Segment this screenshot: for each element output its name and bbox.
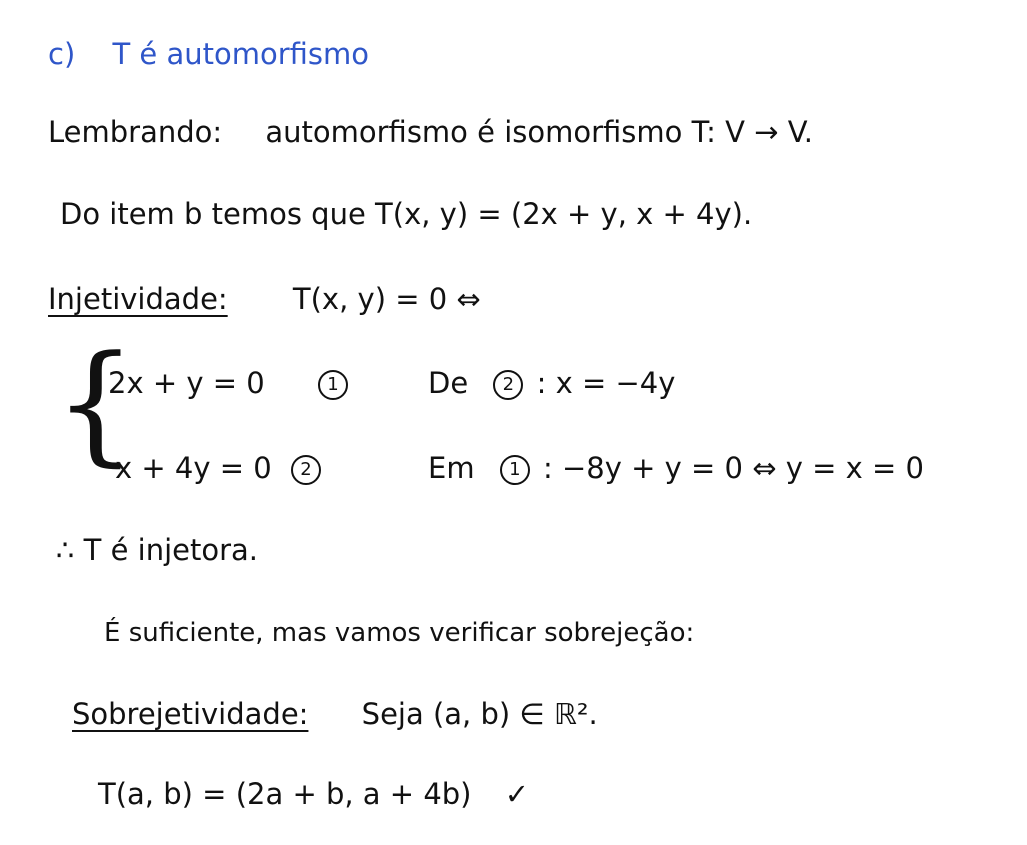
eq2-text: x + 4y = 0 xyxy=(115,451,272,485)
final-line xyxy=(98,777,530,811)
remark-text: É suficiente, mas vamos verificar sobrejeção: xyxy=(104,618,695,648)
surjectivity-text: Seja (a, b) ∈ ℝ². xyxy=(361,697,598,731)
reminder-label: Lembrando: xyxy=(48,115,223,149)
surjectivity-label: Sobrejetividade: xyxy=(72,697,309,731)
reminder-line xyxy=(48,115,814,149)
final-text: T(a, b) = (2a + b, a + 4b) xyxy=(98,777,472,811)
derivation-line1 xyxy=(428,366,675,400)
check-mark: ✓ xyxy=(504,777,530,811)
conclusion-line xyxy=(56,533,259,567)
eq1-text: 2x + y = 0 xyxy=(108,366,265,400)
derivation2-text: : −8y + y = 0 ⇔ y = x = 0 xyxy=(543,451,924,485)
derivation2-tag: 1 xyxy=(500,455,530,485)
injectivity-label: Injetividade: xyxy=(48,282,228,316)
system-eq2 xyxy=(115,451,325,485)
injectivity-line xyxy=(48,282,481,316)
injectivity-text: T(x, y) = 0 ⇔ xyxy=(292,282,481,316)
reminder-text: automorfismo é isomorfismo T: V → V. xyxy=(265,115,814,149)
from-item-line xyxy=(60,197,753,231)
eq1-tag: 1 xyxy=(318,370,348,400)
surjectivity-line xyxy=(72,697,598,731)
derivation1-text: : x = −4y xyxy=(536,366,676,400)
derivation-line2 xyxy=(428,451,924,485)
system-eq1 xyxy=(108,366,352,400)
eq2-tag: 2 xyxy=(291,455,321,485)
item-label: c) xyxy=(48,37,76,71)
system-brace: { xyxy=(54,327,137,479)
item-heading xyxy=(48,37,370,71)
item-title: T é automorfismo xyxy=(112,37,370,71)
conclusion-text: ∴ T é injetora. xyxy=(56,533,259,567)
from-item-text: Do item b temos que T(x, y) = (2x + y, x + 4y). xyxy=(60,197,753,231)
derivation1-tag: 2 xyxy=(493,370,523,400)
remark-line xyxy=(104,620,694,646)
derivation1-prefix: De xyxy=(428,366,469,400)
derivation2-prefix: Em xyxy=(428,451,475,485)
